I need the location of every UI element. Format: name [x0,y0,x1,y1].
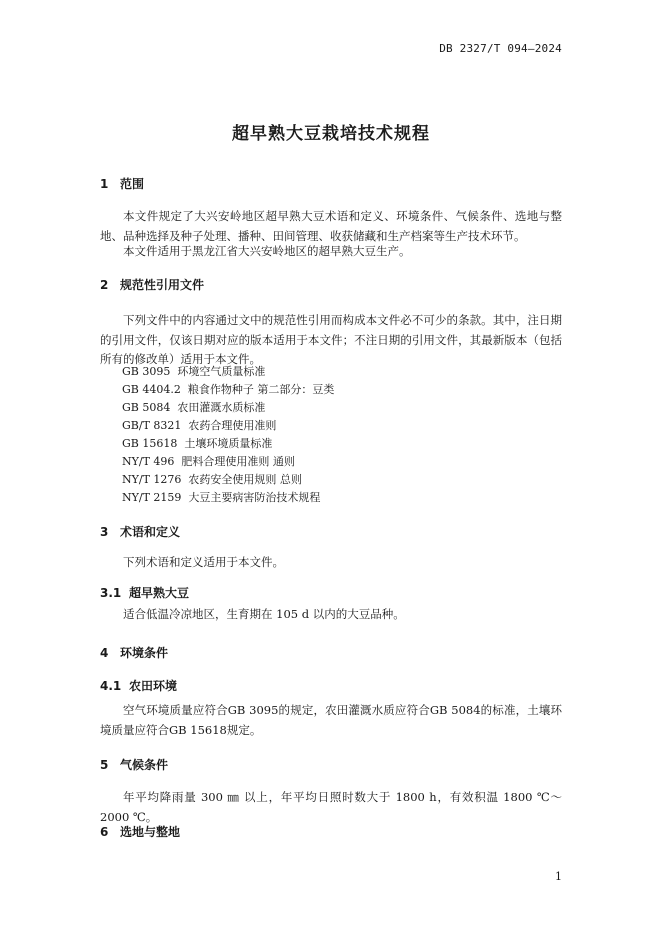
section-number: 1 [100,177,109,191]
reference-item: NY/T 1276 农药安全使用规则 总则 [122,473,302,486]
paragraph: 下列文件中的内容通过文中的规范性引用而构成本文件必不可少的条款。其中，注日期的引用文件，仅该日期对应的版本适用于本文件；不注日期的引用文件，其最新版本（包括所有的修改单）适用于本文件。 [100,313,562,366]
subsection-number: 3.1 [100,586,122,600]
subsection-number: 4.1 [100,679,122,693]
section-4-heading [100,644,168,661]
section-2-heading [100,276,204,293]
section-title: 气候条件 [120,758,169,772]
subsection-title: 农田环境 [129,679,178,693]
section-number: 4 [100,646,109,660]
reference-item: GB 15618 土壤环境质量标准 [122,437,273,450]
section-5-heading [100,756,168,773]
section-number: 6 [100,825,109,839]
paragraph: 空气环境质量应符合GB 3095的规定，农田灌溉水质应符合GB 5084的标准，土壤环境质量应符合GB 15618规定。 [100,703,562,737]
subsection-3-1-heading [100,584,189,601]
section-title: 范围 [120,177,145,191]
reference-item: GB 3095 环境空气质量标准 [122,365,266,378]
section-number: 5 [100,758,109,772]
reference-item: GB 5084 农田灌溉水质标准 [122,401,266,414]
paragraph: 本文件规定了大兴安岭地区超早熟大豆术语和定义、环境条件、气候条件、选地与整地、品种选择及种子处理、播种、田间管理、收获储藏和生产档案等生产技术环节。 [100,209,562,243]
reference-item: NY/T 2159 大豆主要病害防治技术规程 [122,491,321,504]
section-title: 规范性引用文件 [120,278,205,292]
page-number: 1 [555,870,562,883]
reference-item: GB 4404.2 粮食作物种子 第二部分：豆类 [122,383,335,396]
reference-item: GB/T 8321 农药合理使用准则 [122,419,277,432]
standard-number: DB 2327/T 094—2024 [439,42,562,55]
paragraph: 年平均降雨量 300 ㎜ 以上，年平均日照时数大于 1800 h，有效积温 1800 ℃～2000 ℃。 [100,790,562,824]
document-title: 超早熟大豆栽培技术规程 [232,124,430,144]
paragraph: 本文件适用于黑龙江省大兴安岭地区的超早熟大豆生产。 [123,244,411,258]
section-title: 环境条件 [120,646,169,660]
section-number: 3 [100,525,109,539]
section-title: 选地与整地 [120,825,181,839]
section-3-heading [100,523,180,540]
section-6-heading [100,823,180,840]
paragraph: 下列术语和定义适用于本文件。 [123,555,284,569]
subsection-4-1-heading [100,677,177,694]
section-number: 2 [100,278,109,292]
paragraph: 适合低温冷凉地区，生育期在 105 d 以内的大豆品种。 [123,607,405,621]
subsection-title: 超早熟大豆 [129,586,190,600]
section-1-heading [100,175,144,192]
reference-item: NY/T 496 肥料合理使用准则 通则 [122,455,295,468]
section-title: 术语和定义 [120,525,181,539]
